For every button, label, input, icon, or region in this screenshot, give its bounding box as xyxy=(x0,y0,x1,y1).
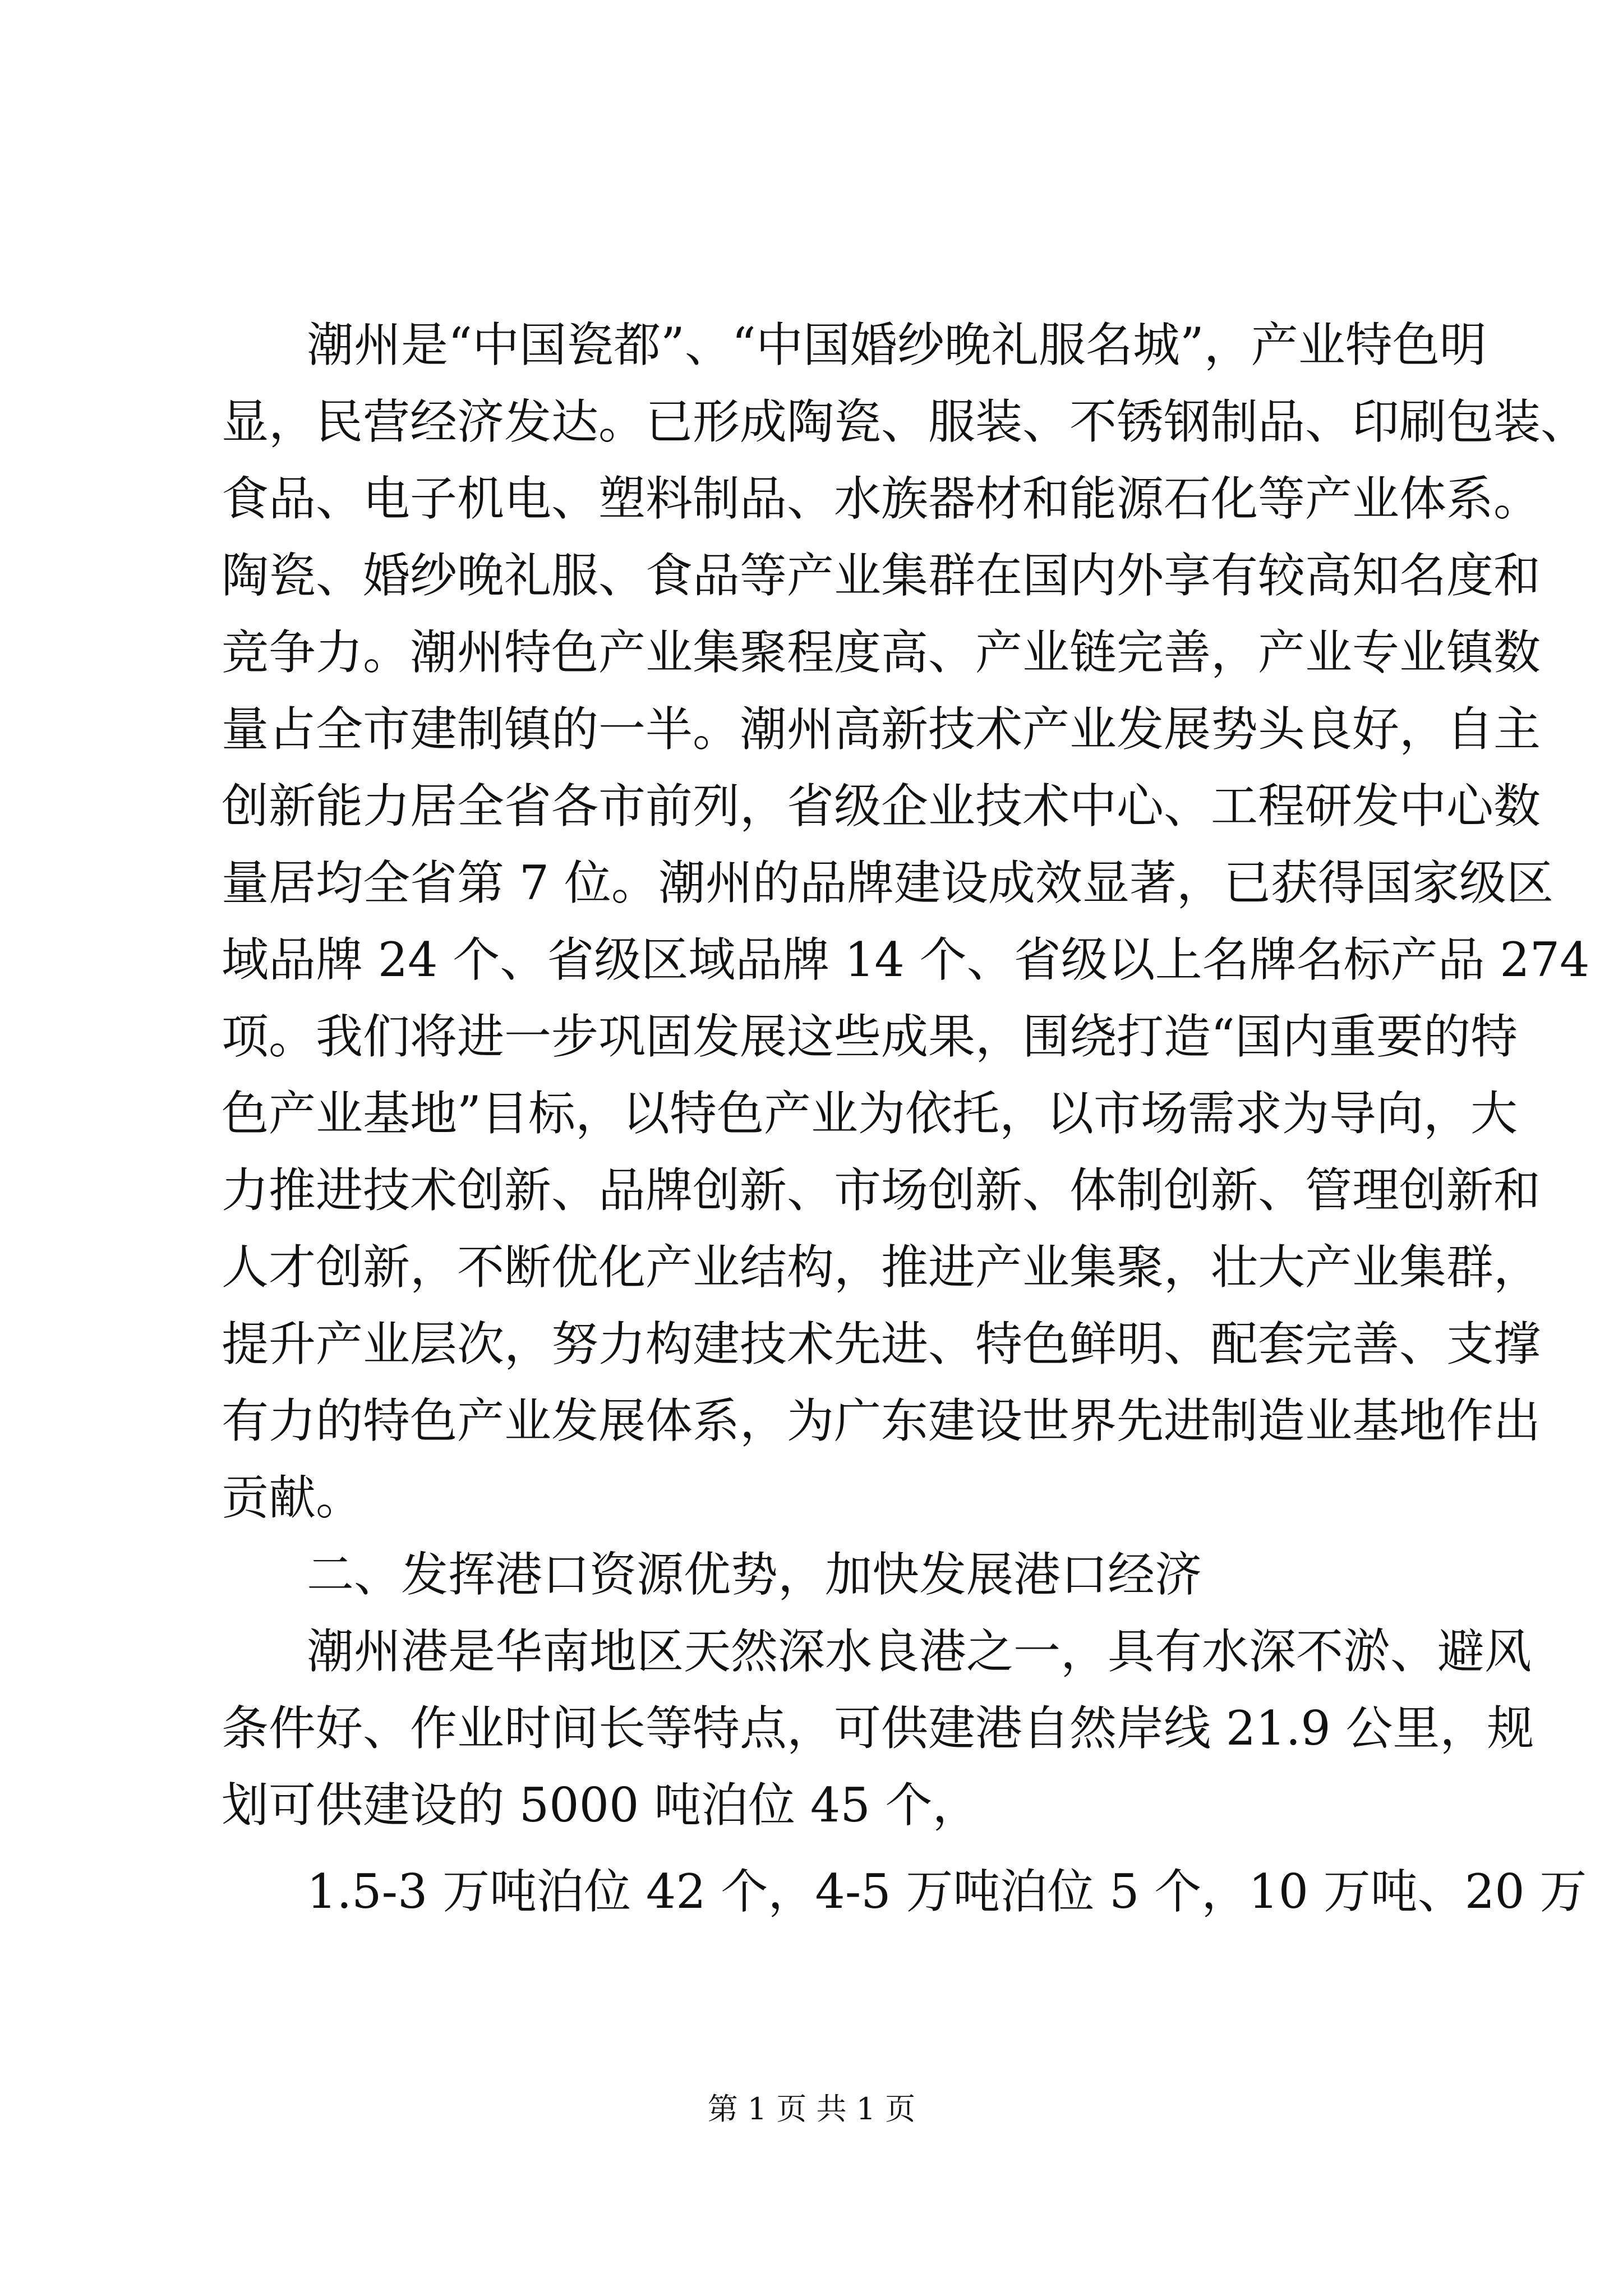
text-line xyxy=(0,849,1623,917)
text-line-content: 贡献。 xyxy=(222,1470,363,1525)
text-line xyxy=(0,772,1623,840)
text-line xyxy=(0,1464,1623,1531)
text-line xyxy=(0,1080,1623,1147)
text-line-content: 1.5-3 万吨泊位 42 个，4-5 万吨泊位 5 个，10 万吨、20 万 xyxy=(307,1864,1587,1919)
section-heading-text: 二、发挥港口资源优势，加快发展港口经济 xyxy=(307,1547,1202,1602)
text-line xyxy=(0,542,1623,609)
text-line xyxy=(0,696,1623,763)
text-line-content: 色产业基地”目标，以特色产业为依托，以市场需求为导向，大 xyxy=(222,1086,1518,1141)
text-line-content: 条件好、作业时间长等特点，可供建港自然岸线 21.9 公里，规 xyxy=(222,1701,1534,1756)
text-line xyxy=(0,311,1623,379)
text-line-content: 量居均全省第 7 位。潮州的品牌建设成效显著，已获得国家级区 xyxy=(222,855,1553,910)
text-line-content: 人才创新，不断优化产业结构，推进产业集聚，壮大产业集群， xyxy=(222,1240,1541,1295)
text-line xyxy=(0,1772,1623,1839)
text-line xyxy=(0,1387,1623,1455)
text-line-content: 食品、电子机电、塑料制品、水族器材和能源石化等产业体系。 xyxy=(222,471,1541,526)
page-footer: 第 1 页 共 1 页 xyxy=(707,2091,916,2127)
section-heading xyxy=(0,1541,1623,1608)
text-line-content: 有力的特色产业发展体系，为广东建设世界先进制造业基地作出 xyxy=(222,1393,1541,1448)
text-line xyxy=(0,1618,1623,1685)
text-line xyxy=(0,1858,1623,1925)
text-line-content: 潮州是“中国瓷都”、“中国婚纱晚礼服名城”，产业特色明 xyxy=(307,318,1487,372)
text-line xyxy=(0,1310,1623,1378)
text-line-content: 竞争力。潮州特色产业集聚程度高、产业链完善，产业专业镇数 xyxy=(222,625,1541,680)
text-line-content: 提升产业层次，努力构建技术先进、特色鲜明、配套完善、支撑 xyxy=(222,1317,1541,1372)
text-line xyxy=(0,388,1623,455)
text-line-content: 力推进技术创新、品牌创新、市场创新、体制创新、管理创新和 xyxy=(222,1163,1541,1218)
text-line xyxy=(0,1157,1623,1224)
text-line xyxy=(0,926,1623,993)
text-line-content: 量占全市建制镇的一半。潮州高新技术产业发展势头良好，自主 xyxy=(222,702,1541,757)
text-line xyxy=(0,465,1623,532)
text-line-content: 显，民营经济发达。已形成陶瓷、服装、不锈钢制品、印刷包装、 xyxy=(222,394,1588,449)
text-line-content: 划可供建设的 5000 吨泊位 45 个， xyxy=(222,1778,980,1833)
text-line-content: 域品牌 24 个、省级区域品牌 14 个、省级以上名牌名标产品 274 xyxy=(222,932,1590,987)
text-line xyxy=(0,619,1623,686)
text-line-content: 项。我们将进一步巩固发展这些成果，围绕打造“国内重要的特 xyxy=(222,1009,1518,1064)
text-line-content: 陶瓷、婚纱晚礼服、食品等产业集群在国内外享有较高知名度和 xyxy=(222,548,1541,603)
text-line xyxy=(0,1695,1623,1762)
text-line xyxy=(0,1003,1623,1070)
text-line xyxy=(0,1234,1623,1301)
text-line-content: 创新能力居全省各市前列，省级企业技术中心、工程研发中心数 xyxy=(222,779,1541,834)
text-line-content: 潮州港是华南地区天然深水良港之一，具有水深不淤、避风 xyxy=(307,1624,1532,1679)
